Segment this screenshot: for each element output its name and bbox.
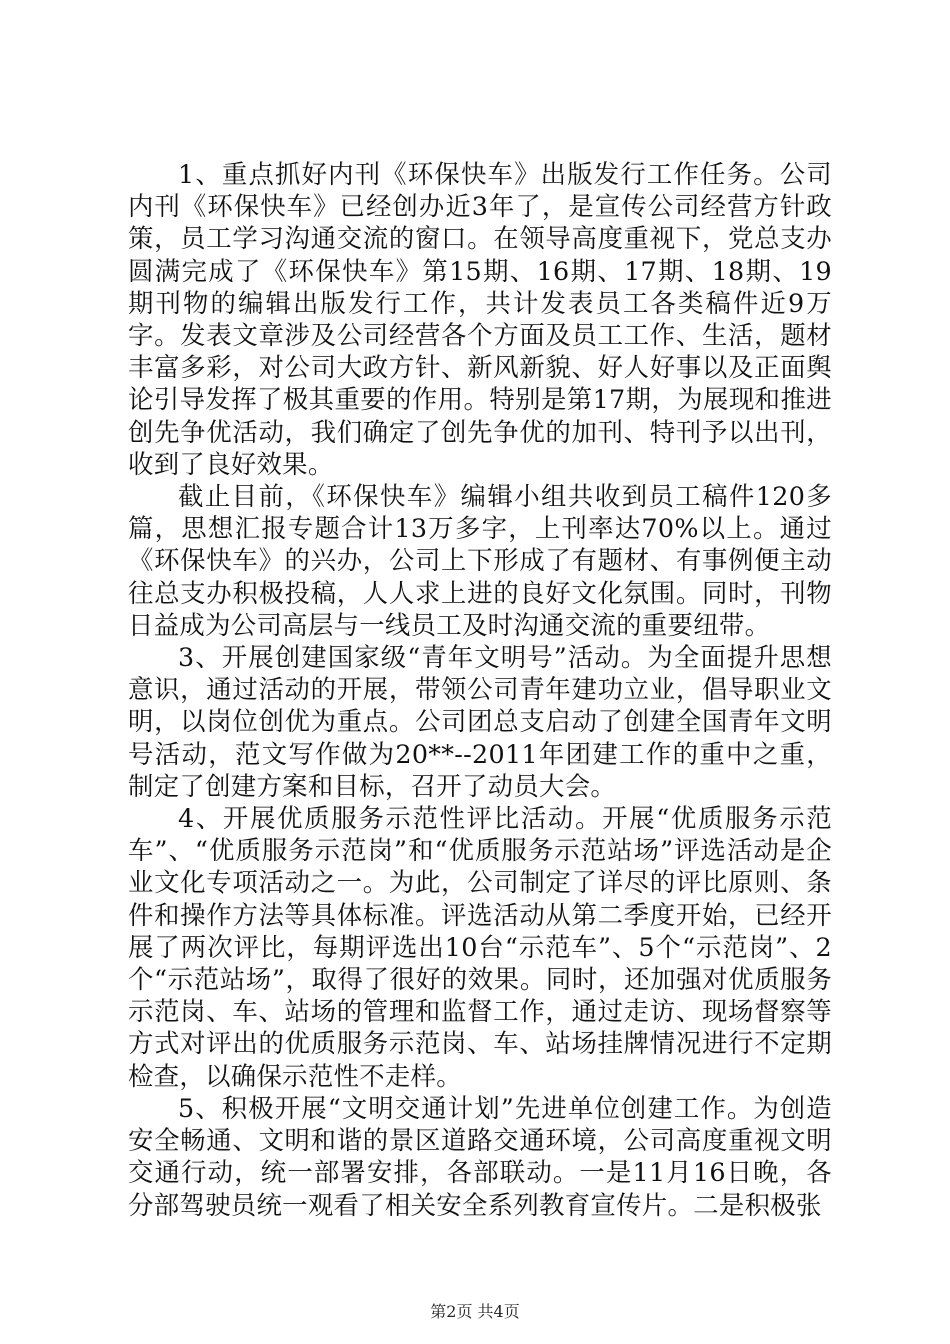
paragraph-3-youth-civilization: 3、开展创建国家级“青年文明号”活动。为全面提升思想意识，通过活动的开展，带领公司青年建功立业，倡导职业文明，以岗位创优为重点。公司团总支启动了创建全国青年文明号活动，范文写作做为20**--2011年团建工作的重中之重，制定了创建方案和目标，召开了动员大会。 <box>128 642 832 801</box>
page-number-footer: 第2页 共4页 <box>430 1302 520 1321</box>
paragraph-2-submission-stats: 截止目前，《环保快车》编辑小组共收到员工稿件120多篇，思想汇报专题合计13万多字，上刊率达70%以上。通过《环保快车》的兴办，公司上下形成了有题材、有事例便主动往总支办积极投稿，人人求上进的良好文化氛围。同时，刊物日益成为公司高层与一线员工及时沟通交流的重要纽带。 <box>128 481 832 640</box>
paragraph-1-internal-journal: 1、重点抓好内刊《环保快车》出版发行工作任务。公司内刊《环保快车》已经创办近3年了，是宣传公司经营方针政策，员工学习沟通交流的窗口。在领导高度重视下，党总支办圆满完成了《环保快车》第15期、16期、17期、18期、19期刊物的编辑出版发行工作，共计发表员工各类稿件近9万字。发表文章涉及公司经营各个方面及员工工作、生活，题材丰富多彩，对公司大政方针、新风新貌、好人好事以及正面舆论引导发挥了极其重要的作用。特别是第17期，为展现和推进创先争优活动，我们确定了创先争优的加刊、特刊予以出刊，收到了良好效果。 <box>128 159 832 479</box>
document-body <box>128 158 832 1221</box>
paragraph-5-civilized-traffic: 5、积极开展“文明交通计划”先进单位创建工作。为创造安全畅通、文明和谐的景区道路交通环境，公司高度重视文明交通行动，统一部署安排，各部联动。一是11月16日晚，各分部驾驶员统一观看了相关安全系列教育宣传片。二是积极张 <box>128 1092 832 1220</box>
paragraph-4-quality-service: 4、开展优质服务示范性评比活动。开展“优质服务示范车”、“优质服务示范岗”和“优质服务示范站场”评选活动是企业文化专项活动之一。为此，公司制定了详尽的评比原则、条件和操作方法等具体标准。评选活动从第二季度开始，已经开展了两次评比，每期评选出10台“示范车”、5个“示范岗”、2个“示范站场”，取得了很好的效果。同时，还加强对优质服务示范岗、车、站场的管理和监督工作，通过走访、现场督察等方式对评出的优质服务示范岗、车、站场挂牌情况进行不定期检查，以确保示范性不走样。 <box>128 803 832 1091</box>
